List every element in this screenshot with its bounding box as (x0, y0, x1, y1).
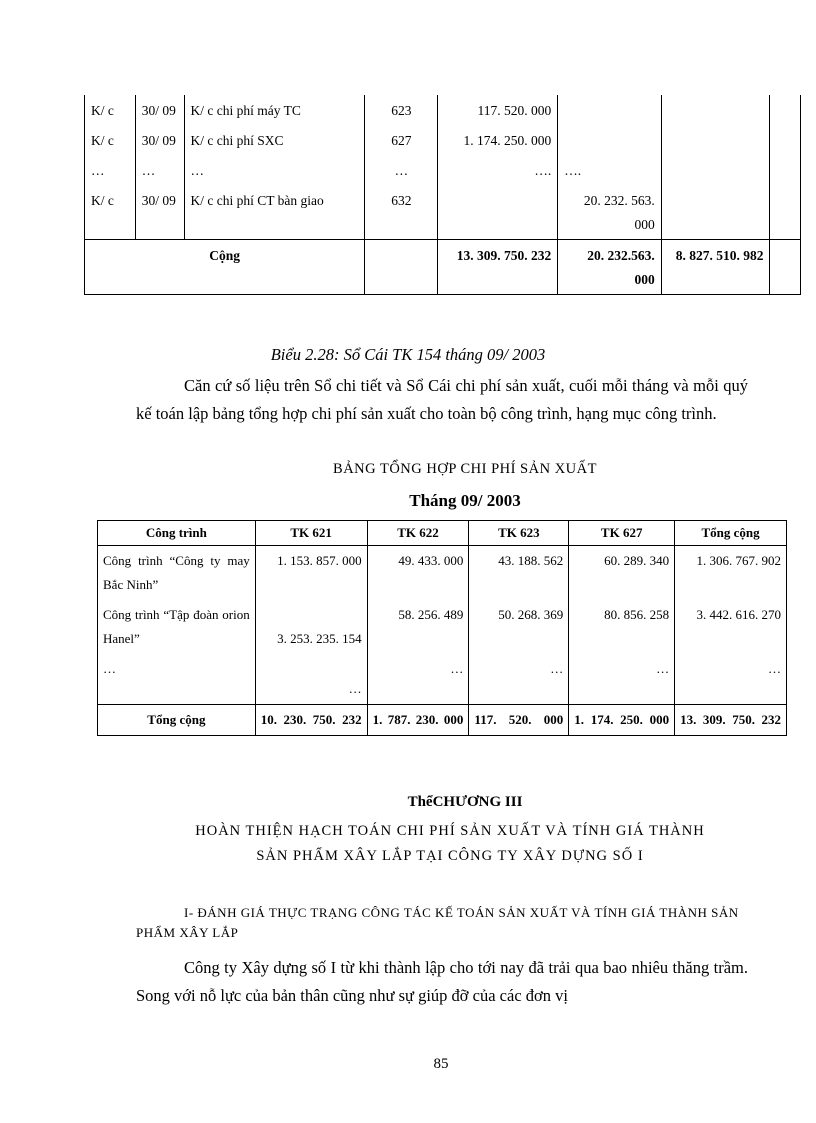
ledger-table (84, 95, 801, 295)
summary-tk621: 1. 153. 857. 000 (255, 546, 367, 601)
summary-project-name: Công trình “Tập đoàn orion Hanel” (98, 600, 256, 654)
summary-total-label: Tổng cộng (98, 705, 256, 736)
ledger-credit (558, 125, 662, 155)
ledger-row (85, 155, 801, 185)
ledger-debit: 1. 174. 250. 000 (438, 125, 558, 155)
table-caption: Biểu 2.28: Sổ Cái TK 154 tháng 09/ 2003 (270, 345, 546, 364)
header-tk621: TK 621 (255, 521, 367, 546)
ledger-balance (661, 185, 770, 240)
ledger-account: 623 (365, 95, 438, 125)
ledger-date: 30/ 09 (135, 185, 184, 240)
summary-row (98, 600, 787, 654)
summary-total: … (675, 654, 787, 705)
summary-table (97, 520, 787, 736)
ledger-row (85, 185, 801, 240)
ledger-debit: 117. 520. 000 (438, 95, 558, 125)
summary-total-tk622: 1. 787. 230. 000 (367, 705, 469, 736)
ledger-balance (661, 95, 770, 125)
ledger-date: … (135, 155, 184, 185)
summary-tk627: … (569, 654, 675, 705)
summary-row (98, 654, 787, 705)
summary-tk623: 50. 268. 369 (469, 600, 569, 654)
ledger-code: K/ c (85, 125, 136, 155)
header-total: Tổng cộng (675, 521, 787, 546)
summary-tk627: 60. 289. 340 (569, 546, 675, 601)
ledger-date: 30/ 09 (135, 95, 184, 125)
ledger-credit: 20. 232. 563. 000 (558, 185, 662, 240)
ledger-code: K/ c (85, 95, 136, 125)
summary-tk623: … (469, 654, 569, 705)
ledger-credit (558, 95, 662, 125)
ledger-row (85, 95, 801, 125)
ledger-desc: … (184, 155, 365, 185)
summary-total: 1. 306. 767. 902 (675, 546, 787, 601)
ledger-total-balance: 8. 827. 510. 982 (661, 240, 770, 295)
page-number: 85 (433, 1056, 449, 1072)
intro-paragraph: Căn cứ số liệu trên Sổ chi tiết và Sổ Cái chi phí sản xuất, cuối mỗi tháng và mỗi quý kế toán lập bảng tổng hợp chi phí sản xuất cho toàn bộ công trình, hạng mục công trình. (136, 376, 748, 423)
header-tk627: TK 627 (569, 521, 675, 546)
header-tk622: TK 622 (367, 521, 469, 546)
chapter-title-line1: HOÀN THIỆN HẠCH TOÁN CHI PHÍ SẢN XUẤT VÀ TÍNH GIÁ THÀNH (195, 823, 705, 839)
summary-subtitle: Tháng 09/ 2003 (409, 491, 521, 510)
summary-title: BẢNG TỔNG HỢP CHI PHÍ SẢN XUẤT (333, 461, 597, 477)
summary-header-row (98, 521, 787, 546)
summary-total: 3. 442. 616. 270 (675, 600, 787, 654)
ledger-account: … (365, 155, 438, 185)
summary-tk621: … (255, 654, 367, 705)
section-heading: I- ĐÁNH GIÁ THỰC TRẠNG CÔNG TÁC KẾ TOÁN SẢN XUẤT VÀ TÍNH GIÁ THÀNH SẢN PHẨM XÂY LẮP (136, 905, 739, 940)
ledger-row (85, 125, 801, 155)
summary-tk623: 43. 188. 562 (469, 546, 569, 601)
ledger-desc: K/ c chi phí CT bàn giao (184, 185, 365, 240)
ledger-total-debit: 13. 309. 750. 232 (438, 240, 558, 295)
header-cong-trinh: Công trình (98, 521, 256, 546)
ledger-debit (438, 185, 558, 240)
ledger-debit: …. (438, 155, 558, 185)
body-paragraph: Công ty Xây dựng số I từ khi thành lập cho tới nay đã trải qua bao nhiêu thăng trầm. Song với nỗ lực của bản thân cũng như sự giúp đỡ của các đơn vị (136, 958, 748, 1005)
header-tk623: TK 623 (469, 521, 569, 546)
chapter-title-line2: SẢN PHẨM XÂY LẮP TẠI CÔNG TY XÂY DỰNG SỐ I (256, 848, 644, 864)
summary-tk622: 58. 256. 489 (367, 600, 469, 654)
ledger-total-label: Cộng (85, 240, 365, 295)
chapter-label: ThểCHƯƠNG III (407, 794, 523, 810)
summary-total-tk623: 117. 520. 000 (469, 705, 569, 736)
ledger-desc: K/ c chi phí máy TC (184, 95, 365, 125)
ledger-account: 632 (365, 185, 438, 240)
ledger-balance (661, 155, 770, 185)
summary-tk622: 49. 433. 000 (367, 546, 469, 601)
summary-total-tk627: 1. 174. 250. 000 (569, 705, 675, 736)
summary-tk621: 3. 253. 235. 154 (255, 600, 367, 654)
summary-total-tk621: 10. 230. 750. 232 (255, 705, 367, 736)
ledger-code: K/ c (85, 185, 136, 240)
ledger-account: 627 (365, 125, 438, 155)
ledger-date: 30/ 09 (135, 125, 184, 155)
summary-tk627: 80. 856. 258 (569, 600, 675, 654)
ledger-total-credit: 20. 232.563. 000 (558, 240, 662, 295)
summary-total-total: 13. 309. 750. 232 (675, 705, 787, 736)
summary-project-name: … (98, 654, 256, 705)
summary-project-name: Công trình “Công ty may Bắc Ninh” (98, 546, 256, 601)
ledger-balance (661, 125, 770, 155)
summary-row (98, 546, 787, 601)
ledger-code: … (85, 155, 136, 185)
summary-tk622: … (367, 654, 469, 705)
summary-total-row (98, 705, 787, 736)
ledger-credit: …. (558, 155, 662, 185)
ledger-total-row (85, 240, 801, 295)
ledger-desc: K/ c chi phí SXC (184, 125, 365, 155)
